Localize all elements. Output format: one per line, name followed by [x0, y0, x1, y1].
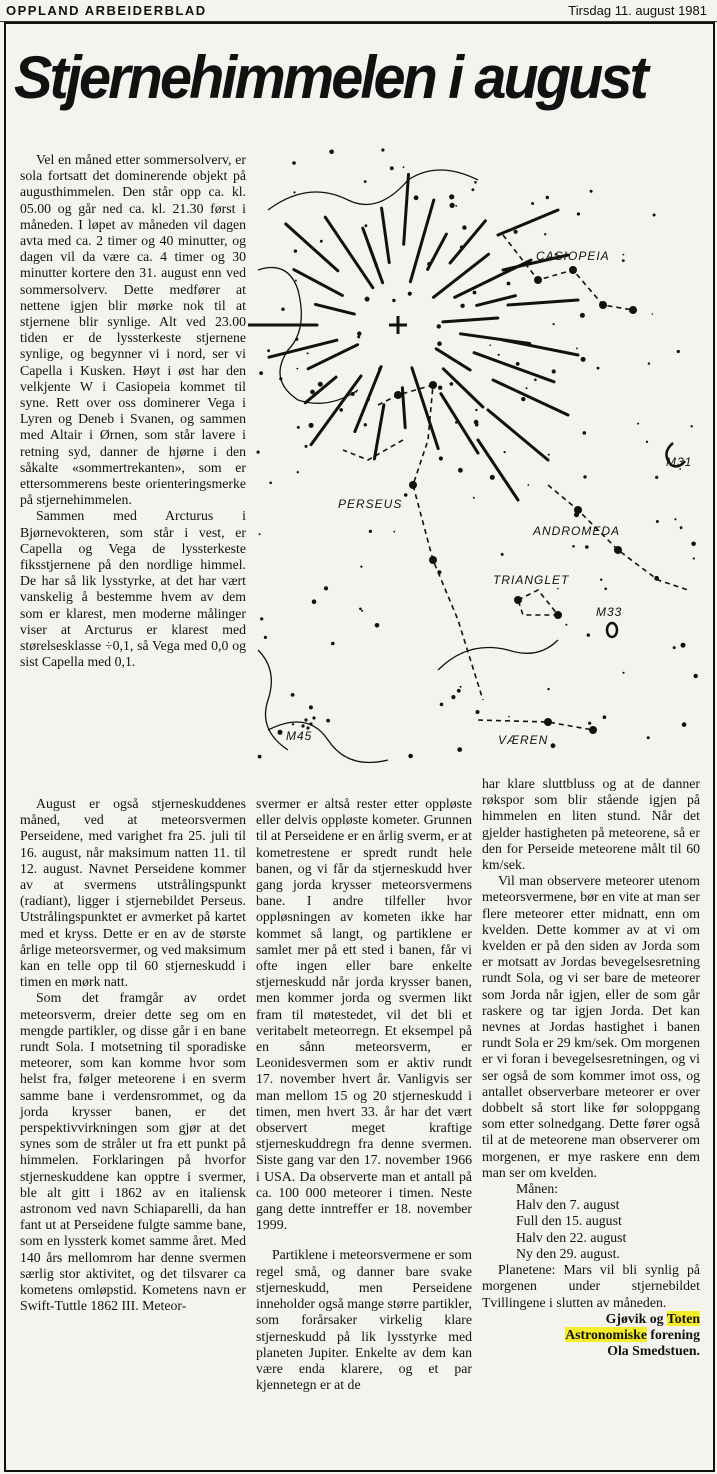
star	[600, 579, 602, 581]
star	[414, 195, 419, 200]
star	[597, 367, 600, 370]
pleiades-star	[312, 716, 315, 719]
milky-way-outline	[258, 650, 288, 750]
star	[296, 368, 298, 370]
star	[259, 533, 261, 535]
star	[653, 214, 656, 217]
star	[654, 576, 659, 581]
star	[460, 245, 463, 248]
star-chart	[248, 140, 710, 780]
star	[310, 390, 315, 395]
star	[365, 224, 368, 227]
constellation-line	[378, 385, 483, 700]
star	[646, 441, 648, 443]
meteor-trail	[474, 353, 554, 382]
meteor-trail	[382, 208, 390, 263]
meteor-trail	[294, 270, 343, 296]
star	[648, 362, 650, 364]
pleiades-star	[304, 718, 307, 721]
star	[439, 456, 443, 460]
star	[655, 476, 658, 479]
star	[508, 716, 510, 718]
meteor-trail	[443, 369, 483, 407]
star	[403, 166, 405, 168]
bright-star	[429, 556, 437, 564]
star	[475, 409, 477, 411]
bright-star	[534, 276, 542, 284]
moon-phase: Halv den 7. august	[516, 1197, 620, 1213]
star	[622, 672, 624, 674]
signature-highlight: Toten	[666, 1310, 700, 1326]
star	[292, 723, 294, 725]
signature-org-part: Gjøvik og	[605, 1310, 664, 1326]
star	[490, 475, 495, 480]
constellation-line	[478, 720, 593, 730]
star	[357, 335, 360, 338]
star	[294, 249, 297, 252]
star	[476, 710, 480, 714]
star	[427, 262, 431, 266]
milky-way-outline	[258, 268, 358, 404]
star	[682, 722, 687, 727]
star	[307, 352, 309, 354]
star	[364, 180, 367, 183]
meteor-trail	[450, 221, 485, 263]
star	[557, 588, 559, 590]
star	[652, 313, 654, 315]
label-m31: M31	[666, 455, 693, 469]
star	[451, 695, 455, 699]
star	[546, 196, 549, 199]
star	[279, 377, 282, 380]
star	[295, 280, 297, 282]
star	[572, 545, 575, 548]
star	[473, 291, 477, 295]
meteor-trail	[410, 200, 433, 282]
constellation-line	[518, 590, 558, 615]
star	[544, 233, 546, 235]
star	[375, 623, 380, 628]
star	[455, 421, 458, 424]
milky-way-outline	[438, 640, 558, 670]
star	[317, 251, 319, 253]
star	[552, 369, 556, 373]
star	[365, 297, 370, 302]
paragraph: Partiklene i meteorsvermene er som regel små, og danner bare svake stjerneskudd, men Perseidene inneholder også mange større partikler, som forårsaker virkelig klare stjerneskudd på lik lysstyrke med planeten Jupiter. Enkelte av dem kan være enda klarere, og et par kjennetegn er at de	[256, 1247, 472, 1393]
meteor-trail	[434, 254, 489, 297]
meteor-trail	[412, 368, 438, 449]
star	[309, 423, 314, 428]
star	[297, 426, 300, 429]
planets-paragraph: Planetene: Mars vil bli synlig på morgenen under stjernebildet Tvillingene i slutten av måneden.	[482, 1262, 700, 1310]
star	[577, 212, 580, 215]
article-headline: Stjernehimmelen i august	[14, 44, 646, 111]
meteor-trail	[374, 405, 384, 459]
bright-star	[514, 596, 522, 604]
star	[312, 599, 317, 604]
meteor-trail	[305, 377, 336, 403]
star	[521, 397, 525, 401]
bright-star	[599, 301, 607, 309]
star	[674, 518, 676, 520]
masthead	[0, 0, 717, 22]
moon-heading: Månen:	[516, 1181, 559, 1197]
meteor-trail	[503, 340, 578, 355]
label-casiopeia: CASIOPEIA	[536, 249, 610, 263]
star	[393, 531, 395, 533]
bright-star	[429, 381, 437, 389]
constellation-line	[343, 440, 403, 460]
star	[269, 482, 272, 485]
moon-phase: Full den 15. august	[516, 1213, 622, 1229]
meteor-trail	[488, 410, 548, 460]
star	[622, 259, 625, 262]
bright-star	[554, 611, 562, 619]
star	[526, 387, 528, 389]
star	[260, 617, 263, 620]
star	[264, 636, 267, 639]
bright-star	[629, 306, 637, 314]
label-vaeren: VÆREN	[498, 733, 549, 747]
paragraph: August er også stjerneskuddenes måned, ved at meteorsvermen Perseidene, med varighet fra 25. juli til 16. august, når maksimum natten 11. til 12. august. Navnet Perseidene kommer av at svermens utstrålingspunkt (radiant), ligger i stjernebildet Perseus. Utstrålingspunktet er avmerket på kartet med et kryss. Dette er en av de største årlige meteorsvermer, og ved maksimum kan en telle opp til 60 stjerneskudd i timen en mørk natt.	[20, 796, 246, 990]
meteor-trail	[443, 318, 498, 322]
star	[437, 341, 442, 346]
star	[603, 715, 607, 719]
star	[691, 542, 696, 547]
star	[588, 722, 591, 725]
star	[565, 624, 567, 626]
meteor-trail	[316, 304, 355, 314]
meteor-trail	[436, 349, 470, 370]
star	[367, 398, 370, 401]
star	[691, 425, 693, 427]
star	[585, 545, 589, 549]
paragraph: Vil man observere meteorer utenom meteorsvermene, bør en vite at man ser flere meteorer etter midnatt, enn om kvelden. Dette kommer av at vi om kvelden er på den siden av Jorda som er motsatt av Jordas bevegelsesretning rundt Sola, og vi ser bare de meteorer som Jorda når igjen, eller de som går raskere og tar igjen Jorda. Det kan nevnes at Jordas hastighet i banen rundt Sola er 29 km/sek. Om morgenen er vi foran i bevegelsesretningen, og vi ser også de som kommer imot oss, og antallet observerbare meteorer er over dobbelt så stort like før soloppgang som etter solnedgang. Dette fører også til at de meteorene man observerer om morgenen, er mye raskere enn dem man ser om kvelden.	[482, 873, 700, 1180]
radiant-cross-icon	[389, 316, 407, 334]
milky-way-outline	[268, 170, 478, 210]
star	[450, 382, 454, 386]
paragraph: Som det framgår av ordet meteorsverm, dreier dette seg om en mengde partikler, og disse går i en bane rundt Sola. I motsetning til sporadiske meteorer, som kan komme hvor som helst fra, følger meteorene i en sverm samme bane i verdensrommet, og da jorda krysser banen, er det perspektivvirkningen som gjør at det synes som de stråler ut fra ett punkt på himmelen. Forklaringen på hvorfor stjerneskuddene kan opptre i svermer, ble alt gitt i 1862 av en italiensk astronom ved navn Schiaparelli, da han fant ut at Perseidene fulgte samme bane, som en lyssterk komet samme året. Med 140 års mellomrom har denne svermen særlig stor aktivitet, og det tilsvarer ca kometens omløpstid. Kometens navn er Swift-Tuttle 1862 III. Meteor-	[20, 990, 246, 1314]
bright-star	[574, 506, 582, 514]
label-m33: M33	[596, 605, 623, 619]
pleiades-star	[301, 724, 304, 727]
star	[677, 350, 680, 353]
meteor-trail	[363, 228, 377, 266]
star	[548, 454, 550, 456]
paragraph: Vel en måned etter sommersolverv, er sola fortsatt det dominerende objekt på augusthimmelen. Den står opp ca. kl. 05.00 og går ned ca. kl. 21.30 først i måneden. I løpet av måneden vil dagen avta med ca. 2 timer og 40 minutter, og dagen vil da være ca. 4 timer og 30 minutter kortere den 31. august enn ved sommersolverv. Dette medfører at nettene igjen blir mørke nok til at stjernene blir synlige. Alt ved 23.00 tiden er de lyssterkeste stjernene synlige, og begynner vi i nord, ser vi Capella i Kusken. Høyt i øst har den velkjente W i Casiopeia kommet til syne. Rett over oss dominerer Vega i Lyren og Deneb i Svanen, og sammen med Altair i Ørnen, som står lavere i retning syd, danner de hjørne i den såkalte «sommertrekanten», som er ettersommerens beste orienteringsmerke på stjernehimmelen.	[20, 152, 246, 508]
moon-phase: Halv den 22. august	[516, 1229, 627, 1245]
star	[604, 588, 607, 591]
issue-date: Tirsdag 11. august 1981	[568, 3, 707, 18]
meteor-trail	[498, 210, 558, 235]
star	[357, 331, 361, 335]
meteor-trail	[311, 376, 361, 445]
star	[309, 705, 313, 709]
star	[474, 181, 477, 184]
signature-highlight: Astronomiske	[565, 1326, 647, 1342]
column-2	[20, 796, 246, 1315]
bright-star	[409, 481, 417, 489]
star	[293, 191, 295, 193]
star	[281, 308, 284, 311]
star	[527, 484, 529, 486]
star	[489, 344, 491, 346]
star	[457, 689, 461, 693]
star	[647, 736, 650, 739]
star	[587, 633, 590, 636]
star	[457, 747, 462, 752]
star	[355, 391, 357, 393]
star	[440, 703, 444, 707]
meteor-trail	[508, 300, 578, 305]
star	[351, 392, 355, 396]
star	[501, 553, 504, 556]
star	[331, 642, 335, 646]
star	[460, 686, 462, 688]
star	[473, 497, 475, 499]
bright-star	[544, 718, 552, 726]
star	[693, 557, 695, 559]
star	[504, 451, 506, 453]
star	[339, 408, 343, 412]
star	[437, 570, 441, 574]
star-chart-graphic	[248, 140, 710, 780]
meteor-trail	[493, 380, 568, 415]
star	[472, 188, 475, 191]
star	[408, 754, 413, 759]
paragraph: Sammen med Arcturus i Bjørnevokteren, som står i vest, er Capella og Vega de lyssterkeste fiksstjernene på den nordlige himmel. De har så lik lysstyrke, at det har vært vanskelig å bestemme hvem av dem som er klarest, men moderne målinger viser at Arcturus er klarest med størelsesklasse ÷0,1, så Vega med 0,0 og sist Capella med 0,1.	[20, 508, 246, 670]
star	[462, 225, 466, 229]
bright-star	[394, 391, 402, 399]
moon-phase: Ny den 29. august.	[516, 1245, 620, 1261]
star	[305, 445, 308, 448]
star	[458, 468, 463, 473]
star	[278, 730, 283, 735]
column-3	[256, 796, 472, 1393]
column-1	[20, 152, 246, 671]
star	[292, 161, 296, 165]
star	[369, 530, 372, 533]
meteor-trail	[441, 394, 478, 453]
star	[390, 166, 394, 170]
star	[326, 719, 330, 723]
bright-star	[569, 266, 577, 274]
meteor-trail	[269, 340, 337, 357]
star	[551, 743, 556, 748]
star	[381, 148, 384, 151]
star	[547, 688, 549, 690]
star	[295, 338, 298, 341]
star	[359, 608, 362, 611]
star	[498, 354, 500, 356]
star	[437, 324, 441, 328]
star	[318, 382, 323, 387]
star	[590, 190, 593, 193]
column-4	[482, 776, 700, 1359]
star	[291, 693, 295, 697]
paragraph: har klare sluttbluss og at de danner røkspor som blir stående igjen på himmelen en liten stund. Når det gjelder hastigheten på meteorene, så er den for Perseide meteorene målt til 60 km/sek.	[482, 776, 700, 873]
label-perseus: PERSEUS	[338, 497, 403, 511]
star	[297, 471, 299, 473]
star	[694, 674, 698, 678]
star	[329, 150, 334, 155]
signature-org-part: forening	[650, 1326, 700, 1342]
star	[576, 348, 578, 350]
star	[267, 349, 270, 352]
bright-star	[589, 726, 597, 734]
star	[259, 371, 263, 375]
star	[580, 313, 585, 318]
star	[531, 202, 534, 205]
star	[320, 240, 323, 243]
star	[516, 362, 520, 366]
newspaper-name: OPPLAND ARBEIDERBLAD	[6, 3, 207, 18]
star	[257, 451, 260, 454]
meteor-trail	[286, 224, 338, 271]
star	[507, 282, 511, 286]
star	[673, 646, 676, 649]
star	[361, 610, 363, 612]
constellation-line	[503, 235, 633, 310]
paragraph: svermer er altså rester etter oppløste eller delvis oppløste kometer. Grunnen til at Perseidene er en årlig sverm, er at kometrestene er spredt rundt hele banen, og vi får da stjerneskudd hver gang jorda krysser meteorsvermens bane. I andre tilfeller hvor oppløsningen av kometen ikke har kommet så langt, og partiklene er samlet mer på ett sted i banen, får vi ofte ingen eller bare enkelte stjerneskudd når jorda krysser banen, men kommer jorda og svermen likt fram til møtestedet, vil det bli et veritabelt meteorregn. Et eksempel på en sånn meteorsverm, er Leonidesvermen som er aktiv rundt 17. november hvert år. Vanligvis ser man mellom 15 og 20 stjerneskudd i timen, men hvert 33. år har det vært observert meget kraftige stjerneskuddregn fra denne svermen. Siste gang var den 17. november 1966 i USA. Da observerte man et antall på ca. 100 000 meteorer i timen. Neste gang dette inntreffer er 18. november 1999.	[256, 796, 472, 1233]
star	[258, 755, 262, 759]
star	[360, 566, 362, 568]
star	[475, 423, 479, 427]
meteor-trail	[325, 217, 373, 288]
star	[408, 292, 412, 296]
star	[455, 205, 457, 207]
star	[680, 526, 683, 529]
star	[623, 254, 625, 256]
bright-star	[614, 546, 622, 554]
m33-galaxy-icon	[607, 623, 617, 637]
meteor-trail	[478, 440, 518, 500]
star	[438, 386, 442, 390]
star	[378, 367, 381, 370]
label-andromeda: ANDROMEDA	[533, 524, 621, 538]
star	[583, 431, 587, 435]
label-trianglet: TRIANGLET	[493, 573, 570, 587]
star	[637, 423, 639, 425]
star	[581, 357, 586, 362]
star	[656, 520, 659, 523]
pleiades-star	[309, 722, 312, 725]
star	[583, 475, 586, 478]
star	[681, 643, 686, 648]
star	[392, 299, 395, 302]
star	[460, 304, 464, 308]
signature-author: Ola Smedstuen.	[607, 1343, 700, 1359]
star	[324, 586, 328, 590]
star	[534, 379, 537, 382]
star	[364, 423, 367, 426]
star	[553, 323, 555, 325]
star	[514, 230, 518, 234]
star	[449, 194, 454, 199]
star	[450, 203, 455, 208]
signature-organisation	[482, 1311, 700, 1360]
label-m45: M45	[286, 729, 313, 743]
meteor-trail	[308, 345, 358, 369]
star	[404, 493, 408, 497]
